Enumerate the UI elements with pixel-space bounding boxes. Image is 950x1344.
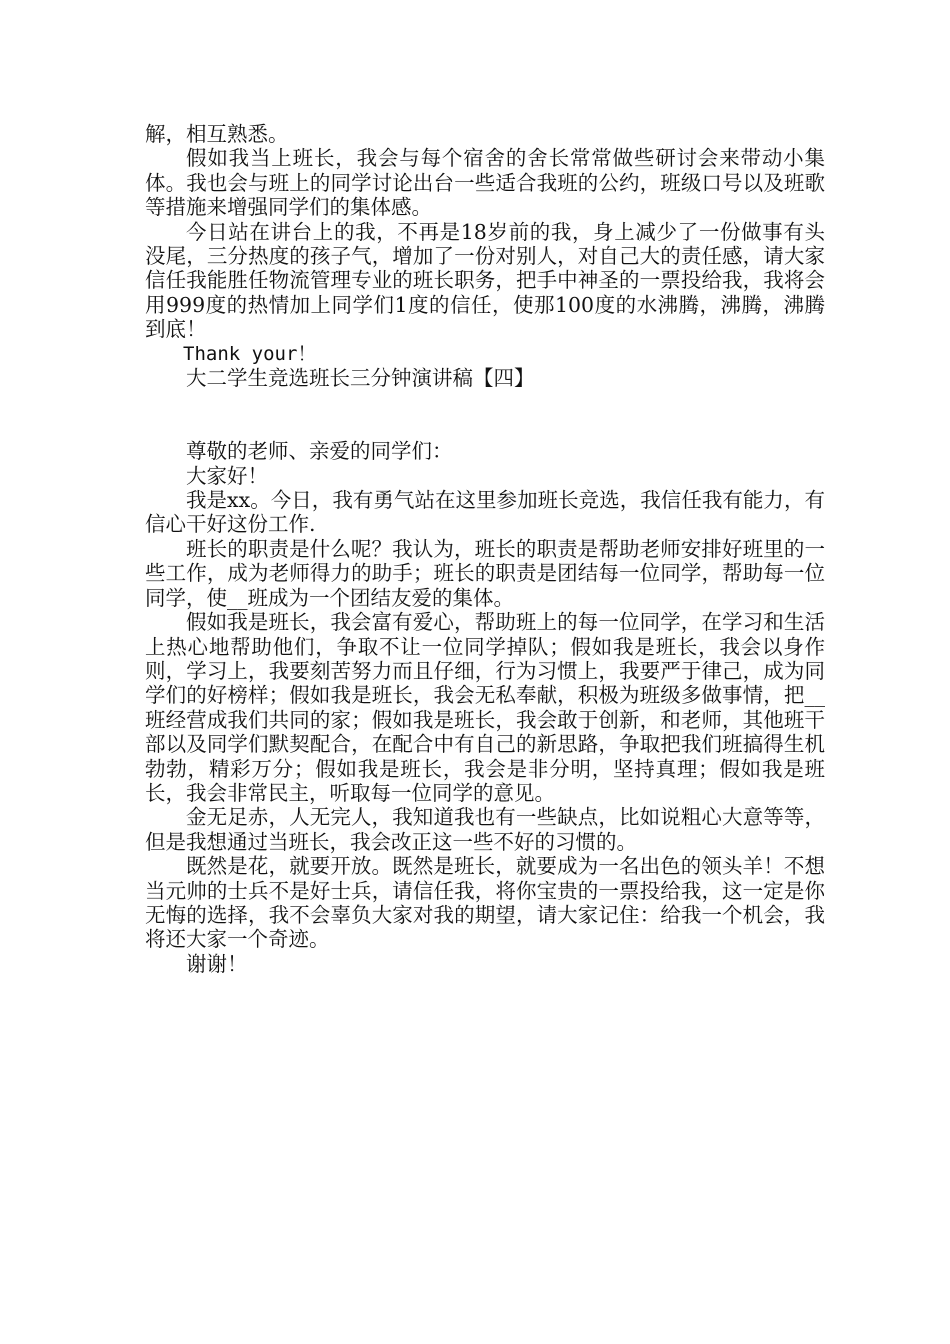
greeting: 大家好！: [186, 463, 268, 488]
paragraph-if-monitor: 假如我是班长，我会富有爱心，帮助班上的每一位同学，在学习和生活上热心地帮助他们，争取不让一位同学掉队；假如我是班长，我会以身作则，学习上，我要刻苦努力而且仔细，行为习惯上，我要严于律己，成为同学们的好榜样；假如我是班长，我会无私奉献，积极为班级多做事情，把__班经营成我们共同的家；假如我是班长，我会敢于创新，和老师，其他班干部以及同学们默契配合，在配合中有自己的新思路，争取把我们班搞得生机勃勃，精彩万分；假如我是班长，我会是非分明，坚持真理；假如我是班长，我会非常民主，听取每一位同学的意见。: [145, 610, 825, 805]
paragraph-duties: 班长的职责是什么呢？我认为，班长的职责是帮助老师安排好班里的一些工作，成为老师得力的助手；班长的职责是团结每一位同学，帮助每一位同学，使__班成为一个团结友爱的集体。: [145, 536, 825, 610]
thanks-line: 谢谢！: [186, 951, 248, 976]
paragraph-shortcomings: 金无足赤，人无完人，我知道我也有一些缺点，比如说粗心大意等等，但是我想通过当班长，我会改正这一些不好的习惯的。: [145, 805, 825, 854]
paragraph-podium: 今日站在讲台上的我，不再是18岁前的我，身上减少了一份做事有头没尾，三分热度的孩子气，增加了一份对别人，对自己大的责任感，请大家信任我能胜任物流管理专业的班长职务，把手中神圣的一票投给我，我将会用999度的热情加上同学们1度的信任，使那100度的水沸腾，沸腾，沸腾到底！: [145, 219, 825, 342]
paragraph-dorm-meetings: 假如我当上班长，我会与每个宿舍的舍长常常做些研讨会来带动小集体。我也会与班上的同学讨论出台一些适合我班的公约，班级口号以及班歌等措施来增强同学们的集体感。: [145, 146, 825, 220]
paragraph-continuation: 解，相互熟悉。: [145, 122, 289, 146]
paragraph-introduction: 我是xx。今日，我有勇气站在这里参加班长竞选，我信任我有能力，有信心干好这份工作.: [145, 488, 825, 537]
section-heading: 大二学生竞选班长三分钟演讲稿【四】: [186, 366, 535, 391]
salutation: 尊敬的老师、亲爱的同学们：: [186, 439, 453, 464]
document-page: [145, 122, 825, 976]
thank-you-line: Thank your！: [183, 342, 317, 365]
blank-line: [145, 390, 825, 439]
paragraph-closing: 既然是花，就要开放。既然是班长，就要成为一名出色的领头羊！不想当元帅的士兵不是好士兵，请信任我，将你宝贵的一票投给我，这一定是你无悔的选择，我不会辜负大家对我的期望，请大家记住：给我一个机会，我将还大家一个奇迹。: [145, 854, 825, 952]
